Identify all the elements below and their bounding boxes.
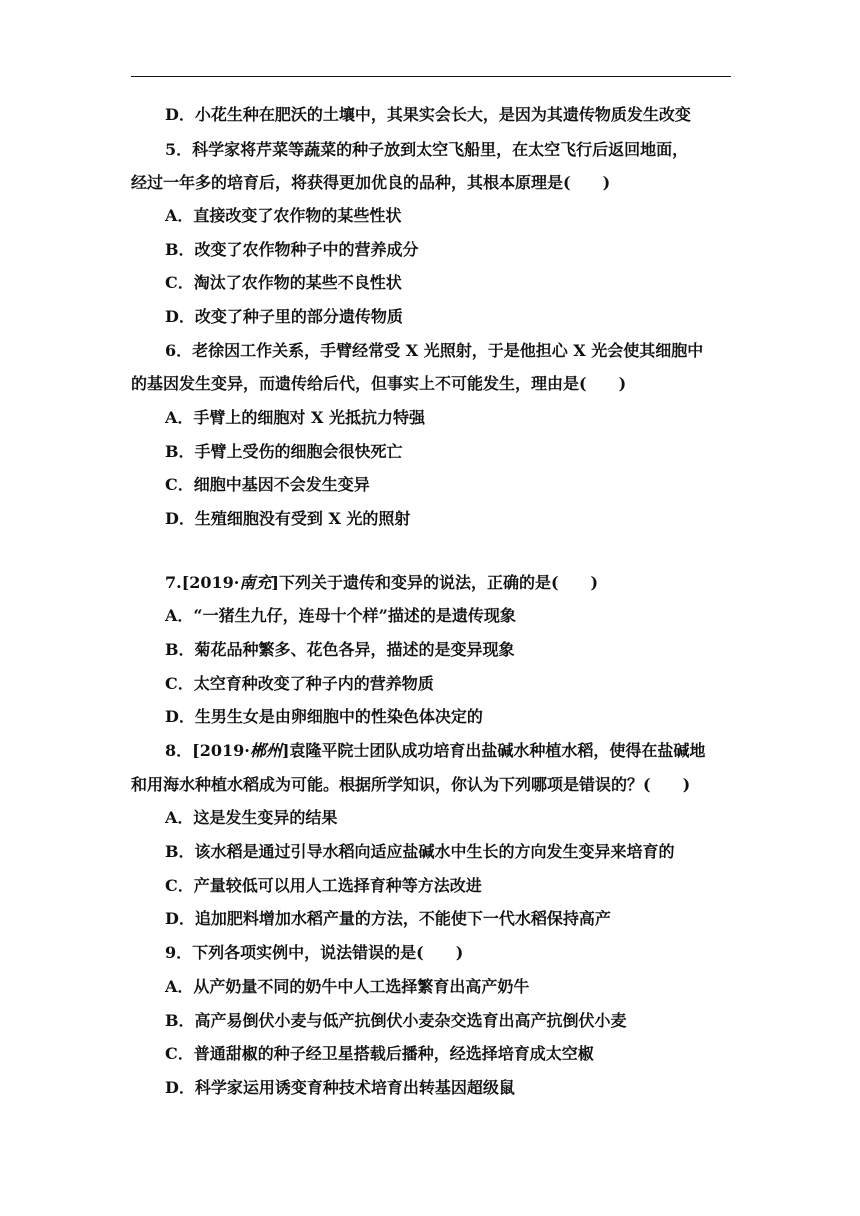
q6-option-c: C．细胞中基因不会发生变异 xyxy=(165,475,370,494)
q8-option-a: A．这是发生变异的结果 xyxy=(165,808,338,827)
q6-stem-line1: 6．老徐因工作关系，手臂经常受 X 光照射，于是他担心 X 光会使其细胞中 xyxy=(165,341,704,360)
q8-stem-text: ]袁隆平院士团队成功培育出盐碱水种植水稻，使得在盐碱地 xyxy=(281,741,706,760)
q9-option-b: B．高产易倒伏小麦与低产抗倒伏小麦杂交选育出高产抗倒伏小麦 xyxy=(165,1011,627,1030)
q5-option-b: B．改变了农作物种子中的营养成分 xyxy=(165,240,419,259)
q8-stem-line1 xyxy=(165,740,705,762)
q7-stem xyxy=(165,572,598,594)
q9-option-a: A．从产奶量不同的奶牛中人工选择繁育出高产奶牛 xyxy=(165,977,530,996)
q5-option-d: D．改变了种子里的部分遗传物质 xyxy=(165,307,403,326)
q5-stem-line1: 5．科学家将芹菜等蔬菜的种子放到太空飞船里，在太空飞行后返回地面， xyxy=(165,140,689,159)
q8-source: 郴州 xyxy=(249,741,282,760)
q8-option-d: D．追加肥料增加水稻产量的方法，不能使下一代水稻保持高产 xyxy=(165,909,611,928)
q7-stem-text: ]下列关于遗传和变异的说法，正确的是( ) xyxy=(271,573,599,592)
q8-stem-line2: 和用海水种植水稻成为可能。根据所学知识，你认为下列哪项是错误的？( ) xyxy=(131,775,691,794)
q9-option-c: C．普通甜椒的种子经卫星搭载后播种，经选择培育成太空椒 xyxy=(165,1044,594,1063)
q7-number: 7.[2019· xyxy=(165,573,240,592)
q8-number: 8．[2019· xyxy=(165,741,250,760)
q7-option-b: B．菊花品种繁多、花色各异，描述的是变异现象 xyxy=(165,640,515,659)
q7-option-c: C．太空育种改变了种子内的营养物质 xyxy=(165,674,434,693)
q5-option-a: A．直接改变了农作物的某些性状 xyxy=(165,206,402,225)
q9-stem: 9．下列各项实例中，说法错误的是( ) xyxy=(165,943,464,962)
q7-option-a: A．“一猪生九仔，连母十个样”描述的是遗传现象 xyxy=(165,606,516,625)
q6-option-d: D．生殖细胞没有受到 X 光的照射 xyxy=(165,509,411,528)
q6-stem-line2: 的基因发生变异，而遗传给后代，但事实上不可能发生，理由是( ) xyxy=(131,374,627,393)
header-rule xyxy=(131,76,731,77)
q7-option-d: D．生男生女是由卵细胞中的性染色体决定的 xyxy=(165,707,483,726)
q5-option-c: C．淘汰了农作物的某些不良性状 xyxy=(165,273,402,292)
q5-stem-line2: 经过一年多的培育后，将获得更加优良的品种，其根本原理是( ) xyxy=(131,173,611,192)
q4-option-d: D．小花生种在肥沃的土壤中，其果实会长大，是因为其遗传物质发生改变 xyxy=(165,105,691,124)
q6-option-b: B．手臂上受伤的细胞会很快死亡 xyxy=(165,442,403,461)
q6-option-a: A．手臂上的细胞对 X 光抵抗力特强 xyxy=(165,408,425,427)
q8-option-c: C．产量较低可以用人工选择育种等方法改进 xyxy=(165,876,482,895)
q8-option-b: B．该水稻是通过引导水稻向适应盐碱水中生长的方向发生变异来培育的 xyxy=(165,842,675,861)
q9-option-d: D．科学家运用诱变育种技术培育出转基因超级鼠 xyxy=(165,1078,515,1097)
q7-source: 南充 xyxy=(239,573,272,592)
